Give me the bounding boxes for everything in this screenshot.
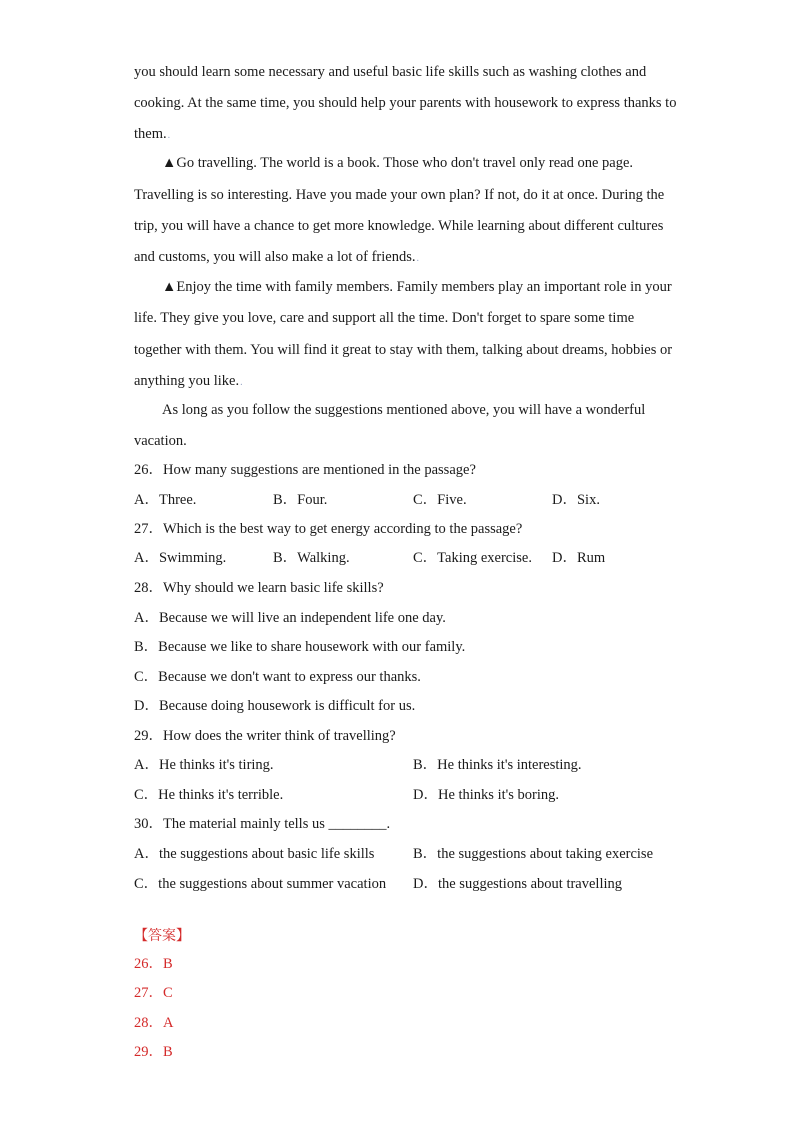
passage-line: Travelling is so interesting. Have you made your own plan? If not, do it at once. During the (134, 187, 665, 203)
passage-line: ▲Go travelling. The world is a book. Those who don't travel only read one page. (162, 155, 634, 171)
passage-line: and customs, you will also make a lot of friends.. (134, 249, 419, 265)
answer-item: 26．B (134, 956, 173, 972)
passage-line: together with them. You will find it great to stay with them, talking about dreams, hobbies or (134, 342, 673, 358)
option-c: C．He thinks it's terrible. (134, 787, 284, 803)
option-d: D．the suggestions about travelling (413, 876, 623, 892)
option-a: A．He thinks it's tiring. (134, 757, 274, 773)
option-d: D．Because doing housework is difficult for us. (134, 698, 416, 714)
option-c: C．Taking exercise. (413, 550, 532, 566)
option-b: B．Four. (273, 492, 328, 508)
passage-line: life. They give you love, care and support all the time. Don't forget to spare some time (134, 310, 635, 326)
answer-item: 29．B (134, 1044, 173, 1060)
question-stem: 28．Why should we learn basic life skills? (134, 580, 384, 596)
answer-item: 27．C (134, 985, 173, 1001)
passage-line: trip, you will have a chance to get more knowledge. While learning about different cultures (134, 218, 664, 234)
option-b: B．Because we like to share housework with our family. (134, 639, 466, 655)
question-stem: 27．Which is the best way to get energy according to the passage? (134, 521, 523, 537)
option-d: D．Six. (552, 492, 600, 508)
question-stem: 29．How does the writer think of travelling? (134, 728, 396, 744)
option-b: B．the suggestions about taking exercise (413, 846, 654, 862)
option-a: A．Three. (134, 492, 197, 508)
option-c: C．Five. (413, 492, 467, 508)
option-b: B．Walking. (273, 550, 350, 566)
option-a: A．Swimming. (134, 550, 227, 566)
passage-line: anything you like.. (134, 373, 243, 389)
passage-line: cooking. At the same time, you should help your parents with housework to express thanks to (134, 95, 677, 111)
option-a: A．the suggestions about basic life skills (134, 846, 375, 862)
option-c: C．the suggestions about summer vacation (134, 876, 387, 892)
passage-line: ▲Enjoy the time with family members. Family members play an important role in your (162, 279, 672, 295)
option-c: C．Because we don't want to express our thanks. (134, 669, 421, 685)
passage-line: you should learn some necessary and useful basic life skills such as washing clothes and (134, 64, 647, 80)
option-d: D．Rum (552, 550, 606, 566)
passage-line: vacation. (134, 433, 187, 449)
option-d: D．He thinks it's boring. (413, 787, 559, 803)
option-b: B．He thinks it's interesting. (413, 757, 582, 773)
answer-header: 【答案】 (134, 928, 190, 944)
option-a: A．Because we will live an independent life one day. (134, 610, 446, 626)
passage-line: them.. (134, 126, 171, 142)
question-stem: 26．How many suggestions are mentioned in the passage? (134, 462, 476, 478)
answer-item: 28．A (134, 1015, 174, 1031)
passage-line: As long as you follow the suggestions mentioned above, you will have a wonderful (162, 402, 646, 418)
question-stem: 30．The material mainly tells us ________. (134, 816, 391, 832)
